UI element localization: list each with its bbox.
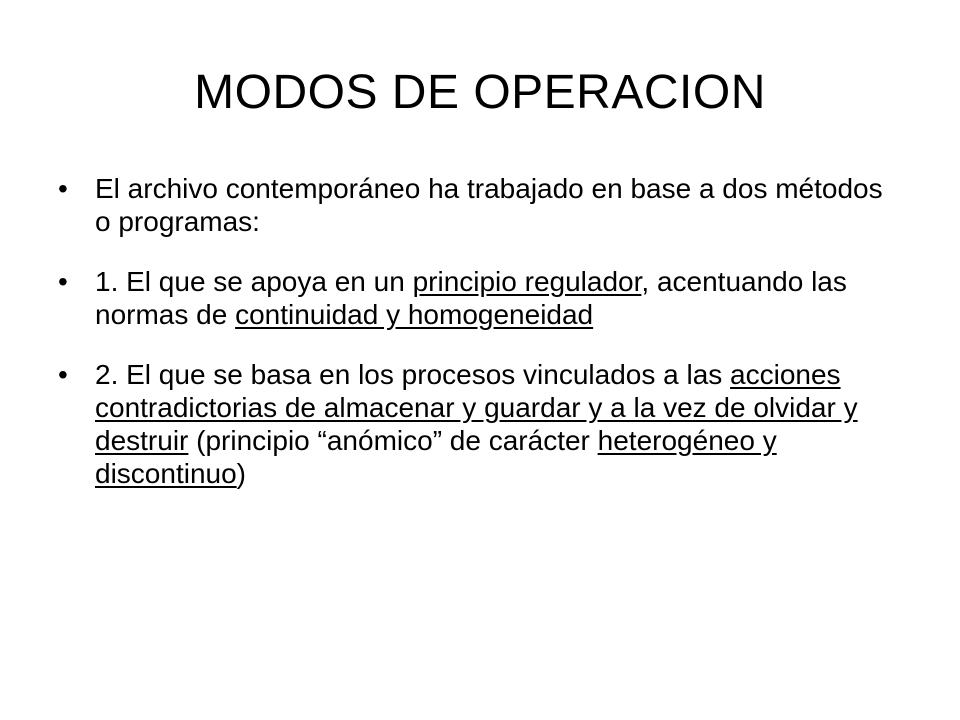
underlined-text-segment: principio regulador — [412, 266, 642, 297]
bullet-marker: • — [58, 173, 68, 204]
bullet-text-segment: ) — [236, 458, 246, 489]
bullet-item-3 — [58, 358, 898, 490]
bullet-text-segment: 2. El que se basa en los procesos vinculados a las — [95, 359, 731, 390]
underlined-text-segment: acciones contradictorias de almacenar y guardar y a la vez de olvidar y destruir — [95, 359, 858, 456]
bullet-item-1 — [58, 172, 898, 238]
bullet-text-segment: , acentuando las normas de — [95, 266, 847, 330]
bullet-marker: • — [58, 266, 68, 297]
bullet-marker: • — [58, 359, 68, 390]
underlined-text-segment: heterogéneo y discontinuo — [95, 425, 777, 489]
underlined-text-segment: continuidad y homogeneidad — [235, 299, 594, 330]
bullet-list — [58, 172, 898, 517]
slide-title: MODOS DE OPERACION — [194, 66, 766, 119]
bullet-text-segment: 1. El que se apoya en un — [95, 266, 413, 297]
bullet-item-2 — [58, 265, 898, 331]
bullet-text-segment: (principio “anómico” de carácter — [188, 425, 598, 456]
bullet-text-segment: El archivo contemporáneo ha trabajado en base a dos métodos o programas: — [95, 173, 883, 237]
